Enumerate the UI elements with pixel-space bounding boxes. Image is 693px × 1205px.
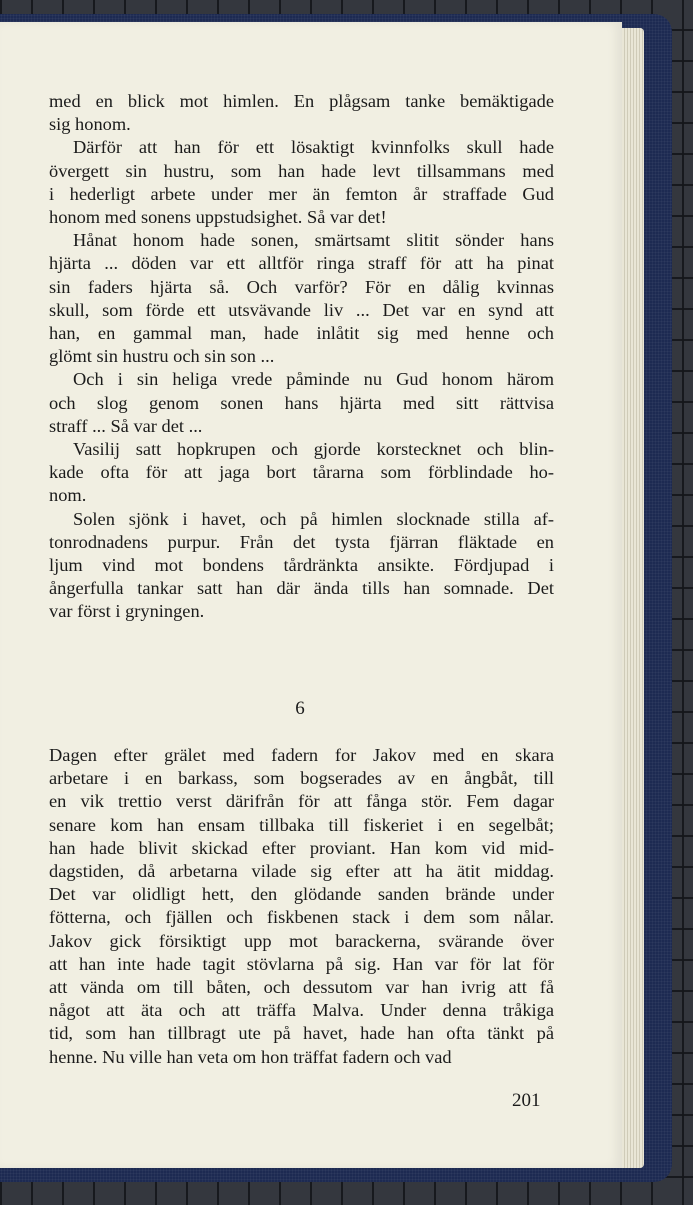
text-line: sin faders hjärta så. Och varför? För en dålig kvinnas [49,276,554,297]
text-line: tonrodnadens purpur. Från det tysta fjärran fläktade en [49,531,554,552]
paragraph [49,744,554,1069]
text-line: hjärta ... döden var ett alltför ringa straff för att ha pinat [49,253,554,274]
text-line: straff ... Så var det ... [49,415,203,436]
text-line: kade ofta för att jaga bort tårarna som förblindade ho- [49,462,554,483]
text-line: henne. Nu ville han veta om hon träffat fadern och vad [49,1046,452,1067]
text-line: Det var olidligt hett, den glödande sanden brände under [49,884,554,905]
body-text-bottom [49,744,554,1069]
text-line: Solen sjönk i havet, och på himlen slocknade stilla af- [73,508,554,529]
section-number: 6 [295,698,305,719]
text-line: ljum vind mot bondens tårdränkta ansikte. Fördjupad i [49,555,554,576]
paragraph [49,90,554,136]
text-line: dagstiden, då arbetarna vilade sig efter att ha ätit middag. [49,861,554,882]
page-number: 201 [512,1090,541,1111]
text-line: han, en gammal man, hade inlåtit sig med henne och [49,323,554,344]
body-text-top [49,90,554,624]
book-page [0,22,622,1168]
text-line: nom. [49,485,87,506]
text-line: att vända om till båten, och dessutom var han ivrig att få [49,977,554,998]
text-line: han hade blivit skickad efter proviant. Han kom vid mid- [49,837,554,858]
text-line: en vik trettio verst därifrån för att fånga stör. Fem dagar [49,791,554,812]
paragraph [49,229,554,368]
text-line: övergett sin hustru, som han hade levt tillsammans med [49,160,554,181]
text-line: skull, som förde ett utsvävande liv ... Det var en synd att [49,299,554,320]
text-line: senare kom han ensam tillbaka till fiskeriet i en segelbåt; [49,814,554,835]
text-line: Dagen efter grälet med fadern for Jakov med en skara [49,745,554,765]
text-line: arbetare i en barkass, som bogserades av en ångbåt, till [49,768,554,789]
paragraph [49,438,554,508]
text-line: ångerfulla tankar satt han där ända tills han somnade. Det [49,578,554,599]
text-line: Och i sin heliga vrede påminde nu Gud honom härom [73,369,554,390]
text-line: sig honom. [49,114,131,135]
text-line: tid, som han tillbragt ute på havet, hade han ofta tänkt på [49,1023,554,1044]
text-line: Vasilij satt hopkrupen och gjorde korstecknet och blin- [73,439,554,460]
paragraph [49,368,554,438]
text-line: något att äta och att träffa Malva. Under denna tråkiga [49,1000,554,1021]
text-line: fötterna, och fjällen och fiskbenen stack i dem som nålar. [49,907,554,928]
text-line: Jakov gick försiktigt upp mot barackerna, svärande över [49,930,554,951]
text-line: honom med sonens uppstudsighet. Så var det! [49,207,387,228]
text-line: med en blick mot himlen. En plågsam tanke bemäktigade [49,91,554,111]
text-line: Därför att han för ett lösaktigt kvinnfolks skull hade [73,137,554,158]
text-line: Hånat honom hade sonen, smärtsamt slitit sönder hans [73,230,554,251]
text-line: glömt sin hustru och sin son ... [49,346,275,367]
text-line: att han inte hade tagit stövlarna på sig. Han var för lat för [49,953,554,974]
paragraph [49,508,554,624]
text-line: i hederligt arbete under mer än femton år straffade Gud [49,183,554,204]
text-line: var först i gryningen. [49,601,205,622]
text-line: och slog genom sonen hans hjärta med sitt rättvisa [49,392,554,413]
paragraph [49,136,554,229]
